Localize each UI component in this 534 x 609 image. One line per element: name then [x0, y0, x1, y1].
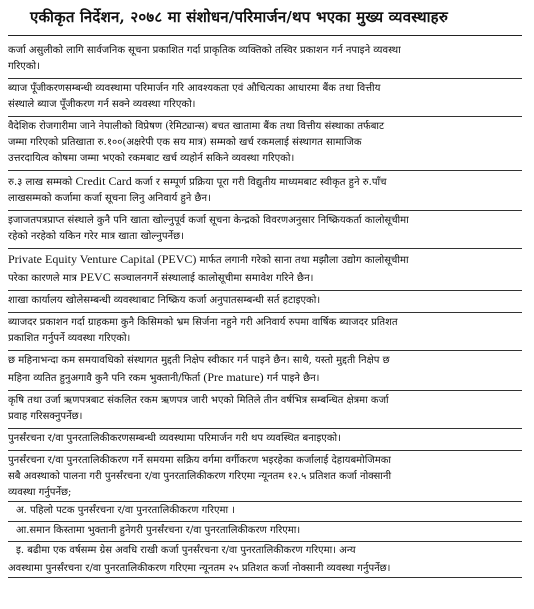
paragraph-latin-text: Private Equity Venture Capital (PEVC): [8, 252, 197, 266]
paragraph-text: संस्थाले ब्याज पूँजीकरण गर्न सक्ने व्यवस्था गरिएको।: [8, 99, 196, 110]
paragraph-text: ब्याजदर प्रकाशन गर्दा ग्राहकमा कुनै किसिमको भ्रम सिर्जना नहुने गरी अनिवार्य रुपमा वार्षिक ब्याजदर प्रतिशत: [8, 317, 398, 328]
paragraph-latin-text: Credit Card: [75, 174, 132, 188]
paragraph-latin-text: PEVC: [80, 270, 111, 284]
paragraph-5: [8, 211, 522, 249]
paragraph-text: छ महिनाभन्दा कम समयावधिको संस्थागत मुद्दती निक्षेप स्वीकार गर्न पाइने छैन। साथै, यस्तो मुद्दती निक्षेप छ: [8, 355, 390, 366]
paragraph-text: गर्न पाइने छैन।: [263, 373, 320, 384]
paragraph-text: कर्जा असुलीको लागि सार्वजनिक सूचना प्रकाशित गर्दा प्राकृतिक व्यक्तिको तस्विर प्रकाशन गर्न नपाइने व्यवस्था: [8, 45, 401, 56]
paragraph-text: मार्फत लगानी गरेको साना तथा मझौला उद्योग कालोसूचीमा: [196, 255, 409, 266]
paragraph-text: कृषि तथा उर्जा ऋणपत्रबाट संकलित रकम ऋणपत्र जारी भएको मितिले तीन वर्षभित्र सम्बन्धित क्षेत्रमा कर्जा: [8, 395, 389, 406]
paragraph-8: [8, 313, 522, 351]
paragraph-text: उत्तरदायित्व कोषमा जम्मा भएको रकमबाट खर्च व्यहोर्न सकिने व्यवस्था गरिएको।: [8, 153, 295, 164]
paragraph-text: रु.३ लाख सम्मको: [8, 177, 76, 188]
list-item: अ. पहिलो पटक पुनर्संरचना र/वा पुनरतालिकीकरण गरिएमा ।: [8, 501, 522, 521]
paragraph-1: [8, 41, 522, 79]
paragraph-9: [8, 351, 522, 391]
paragraph-text: रहेको नरहेको यकिन गरेर मात्र खाता खोल्नुपर्नेछ।: [8, 231, 184, 242]
paragraph-text: जम्मा गरिएको प्रतिखाता रु.१००(अक्षरेपी एक सय मात्र) सम्मको खर्च रकमलाई संस्थागत सामाजिक: [8, 137, 362, 148]
paragraph-2: [8, 79, 522, 117]
paragraph-10: [8, 391, 522, 429]
paragraph-11: [8, 429, 522, 451]
list-item: इ. बढीमा एक वर्षसम्म ग्रेस अवधि राखी कर्जा पुनर्संरचना र/वा पुनरतालिकीकरण गरिएमा। अन्य: [8, 541, 522, 561]
paragraph-text: लाखसम्मको कर्जामा कर्जा सूचना लिनु अनिवार्य हुने छैन।: [8, 193, 211, 204]
paragraph-text: शाखा कार्यालय खोलेसम्बन्धी व्यवस्थाबाट निष्क्रिय कर्जा अनुपातसम्बन्धी सर्त हटाइएको।: [8, 295, 321, 306]
paragraph-6: [8, 249, 522, 291]
title-divider: [8, 35, 522, 36]
paragraph-text: कर्जा र सम्पूर्ण प्रक्रिया पूरा गरी विद्युतीय माध्यमबाट स्वीकृत हुने रु.पाँच: [131, 177, 387, 188]
paragraph-text: प्रवाह गरिसक्नुपर्नेछ।: [8, 411, 83, 422]
paragraph-text: सञ्चालनगर्ने संस्थालाई कालोसूचीमा समावेश गरिने छैन।: [110, 273, 314, 284]
paragraph-text: पुनर्संरचना र/वा पुनरतालिकीकरण गर्ने समयमा सक्रिय वर्गमा वर्गीकरण भइरहेका कर्जालाई देहायबमोजिमका: [8, 455, 392, 466]
paragraph-text: महिना व्यतित हुनुअगावै कुनै पनि रकम भुक्तानी/फिर्ता: [8, 373, 204, 384]
paragraph-text: सबै अवस्थाको पालना गरी पुनर्संरचना र/वा पुनरतालिकीकरण गरिएमा न्यूनतम १२.५ प्रतिशत कर्जा नोक्सानी: [8, 471, 392, 482]
paragraph-text: परेका कारणले मात्र: [8, 273, 81, 284]
paragraph-text: व्यवस्था गर्नुपर्नेछ;: [8, 487, 72, 498]
paragraph-3: [8, 117, 522, 171]
page-title: एकीकृत निर्देशन, २०७८ मा संशोधन/परिमार्जन/थप भएका मुख्य व्यवस्थाहरु: [30, 8, 448, 26]
paragraph-text: प्रकाशित गर्नुपर्ने व्यवस्था गरिएको।: [8, 333, 131, 344]
paragraph-text: वैदेशिक रोजगारीमा जाने नेपालीको विप्रेषण (रेमिट्यान्स) बचत खातामा बैंक तथा वित्तीय संस्थाका तर्फबाट: [8, 121, 385, 132]
paragraph-text: ब्याज पूँजीकरणसम्बन्धी व्यवस्थामा परिमार्जन गरि आवश्यकता एवं औचित्यका आधारमा बैंक तथा वित्तीय: [8, 83, 381, 94]
paragraph-text: गरिएको।: [8, 61, 40, 72]
paragraph-text: पुनर्संरचना र/वा पुनरतालिकीकरणसम्बन्धी व्यवस्थामा परिमार्जन गरी थप व्यवस्थित बनाइएको।: [8, 433, 341, 444]
list-item: आ.समान किस्तामा भुक्तानी हुनेगरी पुनर्संरचना र/वा पुनरतालिकीकरण गरिएमा।: [8, 521, 522, 541]
paragraph-4: [8, 171, 522, 211]
paragraph-text: इजाजतपत्रप्राप्त संस्थाले कुनै पनि खाता खोल्नुपूर्व कर्जा सूचना केन्द्रको विवरणअनुसार निष्क्रियकर्ता कालोसूचीमा: [8, 215, 409, 226]
paragraph-text: अवस्थामा पुनर्संरचना र/वा पुनरतालिकीकरण गरिएमा न्यूनतम २५ प्रतिशत कर्जा नोक्सानी व्यवस्था गर्नुपर्नेछ।: [8, 563, 391, 574]
paragraph-latin-text: (Pre mature): [203, 370, 264, 384]
paragraph-7: [8, 291, 522, 313]
paragraph-12: [8, 451, 522, 578]
